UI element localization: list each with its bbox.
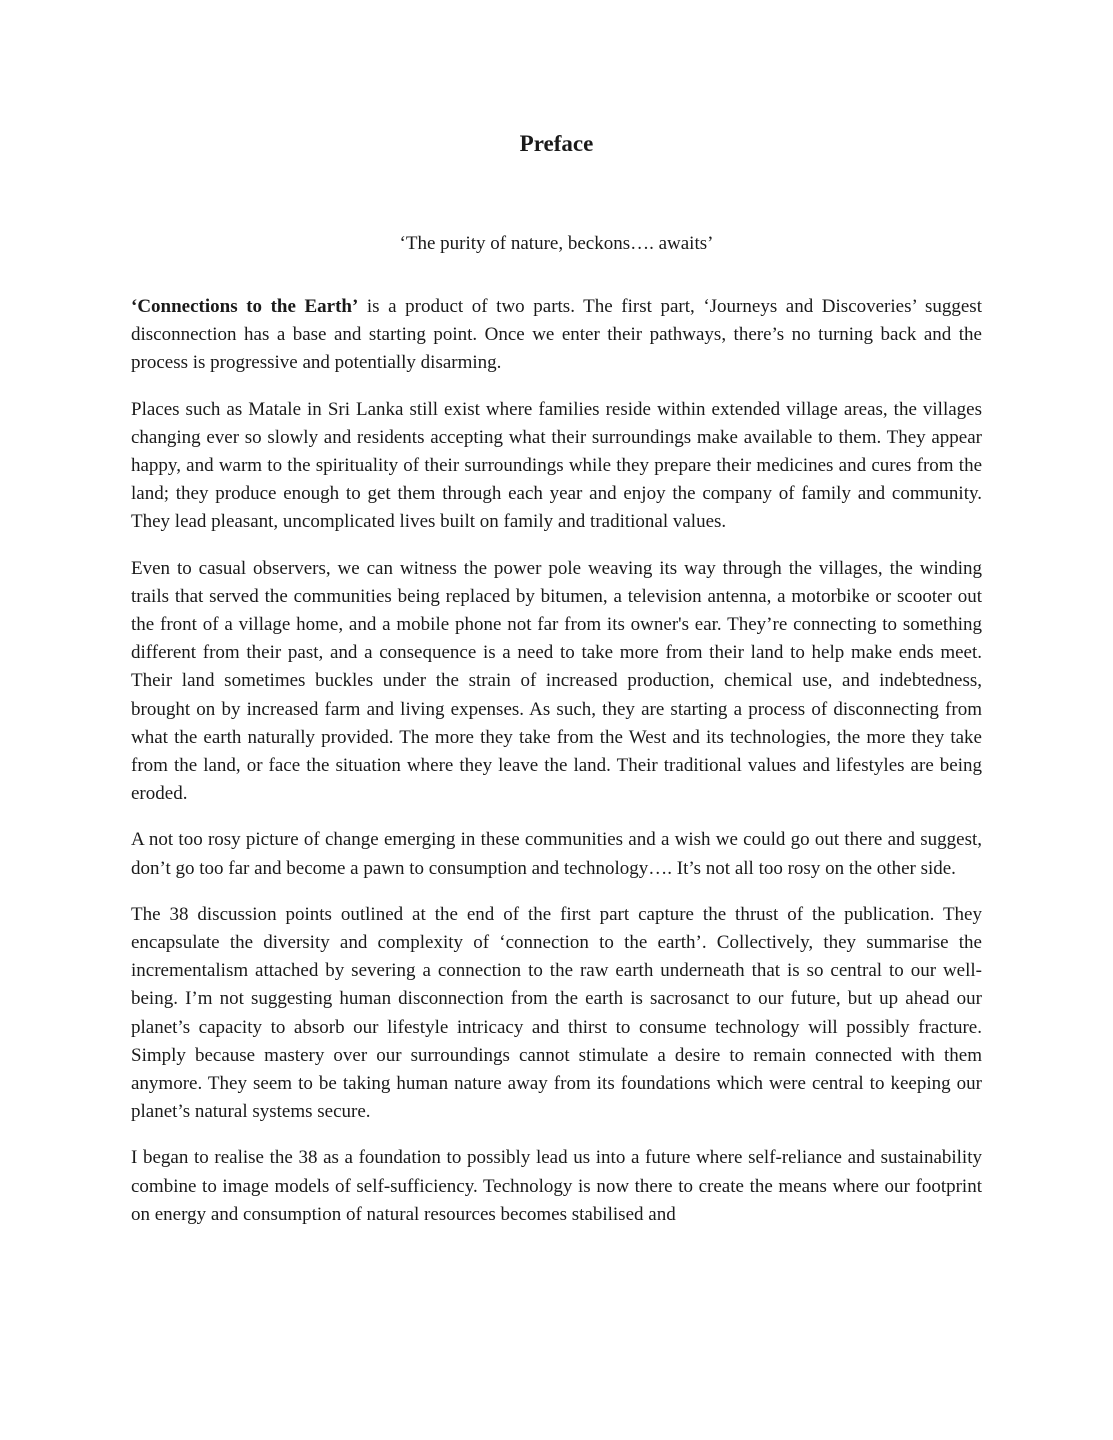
- epigraph: ‘The purity of nature, beckons…. awaits’: [399, 233, 714, 254]
- paragraph-lead: ‘Connections to the Earth’: [131, 296, 359, 317]
- paragraph-2: Places such as Matale in Sri Lanka still exist where families reside within extended village areas, the villages changing ever so slowly and residents accepting what their surroundings make available to them. They appear happy, and warm to the spirituality of their surroundings while they prepare their medicines and cures from the land; they produce enough to get them through each year and enjoy the company of family and community. They lead pleasant, uncomplicated lives built on family and traditional values.: [131, 398, 982, 533]
- paragraph-text: is a product of two parts. The first part, ‘Journeys and Discoveries’ suggest disconnection has a base and starting point. Once we enter their pathways, there’s no turning back and the process is progressive and potentially disarming.: [131, 296, 982, 374]
- paragraph-6: I began to realise the 38 as a foundation to possibly lead us into a future where self-reliance and sustainability combine to image models of self-sufficiency. Technology is now there to create the means where our footprint on energy and consumption of natural resources becomes stabilised and: [131, 1147, 982, 1225]
- paragraph-4: A not too rosy picture of change emerging in these communities and a wish we could go out there and suggest, don’t go too far and become a pawn to consumption and technology…. It’s not all too rosy on the other side.: [131, 829, 982, 879]
- body-text: [131, 293, 982, 1247]
- paragraph-1: [131, 293, 982, 378]
- page-title: Preface: [519, 131, 594, 156]
- paragraph-5: The 38 discussion points outlined at the end of the first part capture the thrust of the publication. They encapsulate the diversity and complexity of ‘connection to the earth’. Collectively, they summarise the incrementalism attached by severing a connection to the raw earth underneath that is so central to our well-being. I’m not suggesting human disconnection from the earth is sacrosanct to our future, but up ahead our planet’s capacity to absorb our lifestyle intricacy and thirst to consume technology will possibly fracture. Simply because mastery over our surroundings cannot stimulate a desire to remain connected with them anymore. They seem to be taking human nature away from its foundations which were central to keeping our planet’s natural systems secure.: [131, 903, 982, 1123]
- paragraph-3: Even to casual observers, we can witness the power pole weaving its way through the villages, the winding trails that served the communities being replaced by bitumen, a television antenna, a motorbike or scooter out the front of a village home, and a mobile phone not far from its owner's ear. They’re connecting to something different from their past, and a consequence is a need to take more from their land to help make ends meet. Their land sometimes buckles under the strain of increased production, chemical use, and indebtedness, brought on by increased farm and living expenses. As such, they are starting a process of disconnecting from what the earth naturally provided. The more they take from the West and its technologies, the more they take from the land, or face the situation where they leave the land. Their traditional values and lifestyles are being eroded.: [131, 557, 982, 805]
